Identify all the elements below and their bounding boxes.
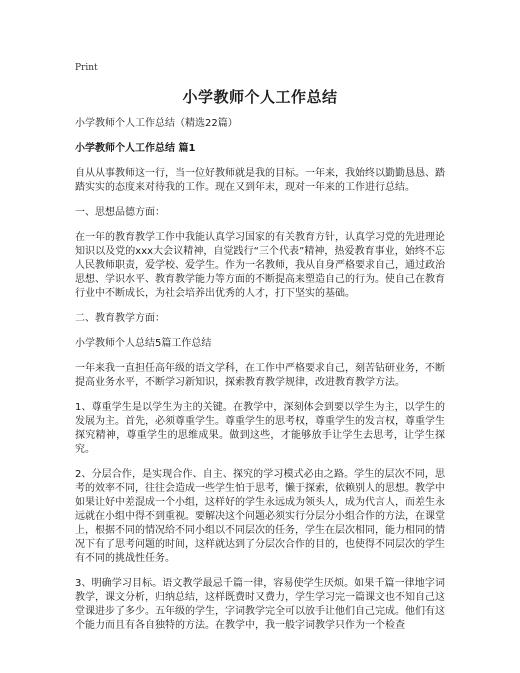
print-link[interactable]: Print — [75, 63, 98, 73]
page-title: 小学教师个人工作总结 — [182, 88, 338, 106]
paragraph-point-1: 1、尊重学生是以学生为主的关键。在教学中，深刻体会到要以学生为主，以学生的发展为主。首先，必须尊重学生。尊重学生的思考权，尊重学生的发言权，尊重学生探究精神，尊重学生的思维成果。做到这些，才能够放手让学生去思考，让学生探究。 — [75, 402, 445, 455]
paragraph-point-3: 3、明确学习目标。语文教学最忌千篇一律，容易使学生厌烦。如果千篇一律地字词教学，课文分析，归纳总结，这样既费时又费力，学生学习完一篇课文也不知自己这堂课进步了多少。五年级的学生，字词教学完全可以放手让他们自己完成。他们有这个能力而且有各自独特的方法。在教学中，我一般字词教学只作为一个检查 — [75, 578, 445, 631]
document-body — [75, 117, 445, 644]
paragraph-intro: 自从从事教师这一行，当一位好教师就是我的目标。一年来，我始终以勤勤恳恳、踏踏实实的态度来对待我的工作。现在又到年末，现对一年来的工作进行总结。 — [75, 168, 445, 193]
document-subtitle: 小学教师个人工作总结（精选22篇） — [75, 118, 238, 129]
section-heading: 小学教师个人工作总结 篇1 — [75, 143, 196, 154]
paragraph-morality: 在一年的教育教学工作中我能认真学习国家的有关教育方针，认真学习党的先进理论知识以及党的xxx大会议精神，自觉践行“三个代表”精神，热爱教育事业，始终不忘人民教师职责，爱学校、爱学生。作为一名教师，我从自身严格要求自己，通过政治思想、学识水平、教育教学能力等方面的不断提高来塑造自己的行为。使自己在教育行业中不断成长，为社会培养出优秀的人才，打下坚实的基础。 — [75, 232, 445, 299]
paragraph-heading-teaching: 二、教育教学方面： — [75, 313, 165, 324]
paragraph-subtitle-summary: 小学教师个人总结5篇工作总结 — [75, 338, 212, 349]
paragraph-teaching-overview: 一年来我一直担任高年级的语文学科，在工作中严格要求自己，刻苦钻研业务，不断提高业务水平，不断学习新知识，探索教育教学规律，改进教育教学方法。 — [75, 363, 445, 388]
paragraph-point-2: 2、分层合作，是实现合作、自主、探究的学习模式必由之路。学生的层次不同，思考的效率不同，往往会造成一些学生怕于思考，懒于探索，依赖别人的思想。教学中如果让好中差混成一个小组，这样好的学生永远成为领头人，成为代言人，而差生永远就在小组中得不到重视。要解决这个问题必须实行分层分小组合作的方法，在课堂上，根据不同的情况给不同小组以不同层次的任务，学生在层次相同，能力相同的情况下有了思考问题的时间，这样就达到了分层次合作的目的，也使得不同层次的学生有不同的挑战性任务。 — [75, 469, 445, 564]
paragraph-heading-morality: 一、思想品德方面： — [75, 207, 165, 218]
